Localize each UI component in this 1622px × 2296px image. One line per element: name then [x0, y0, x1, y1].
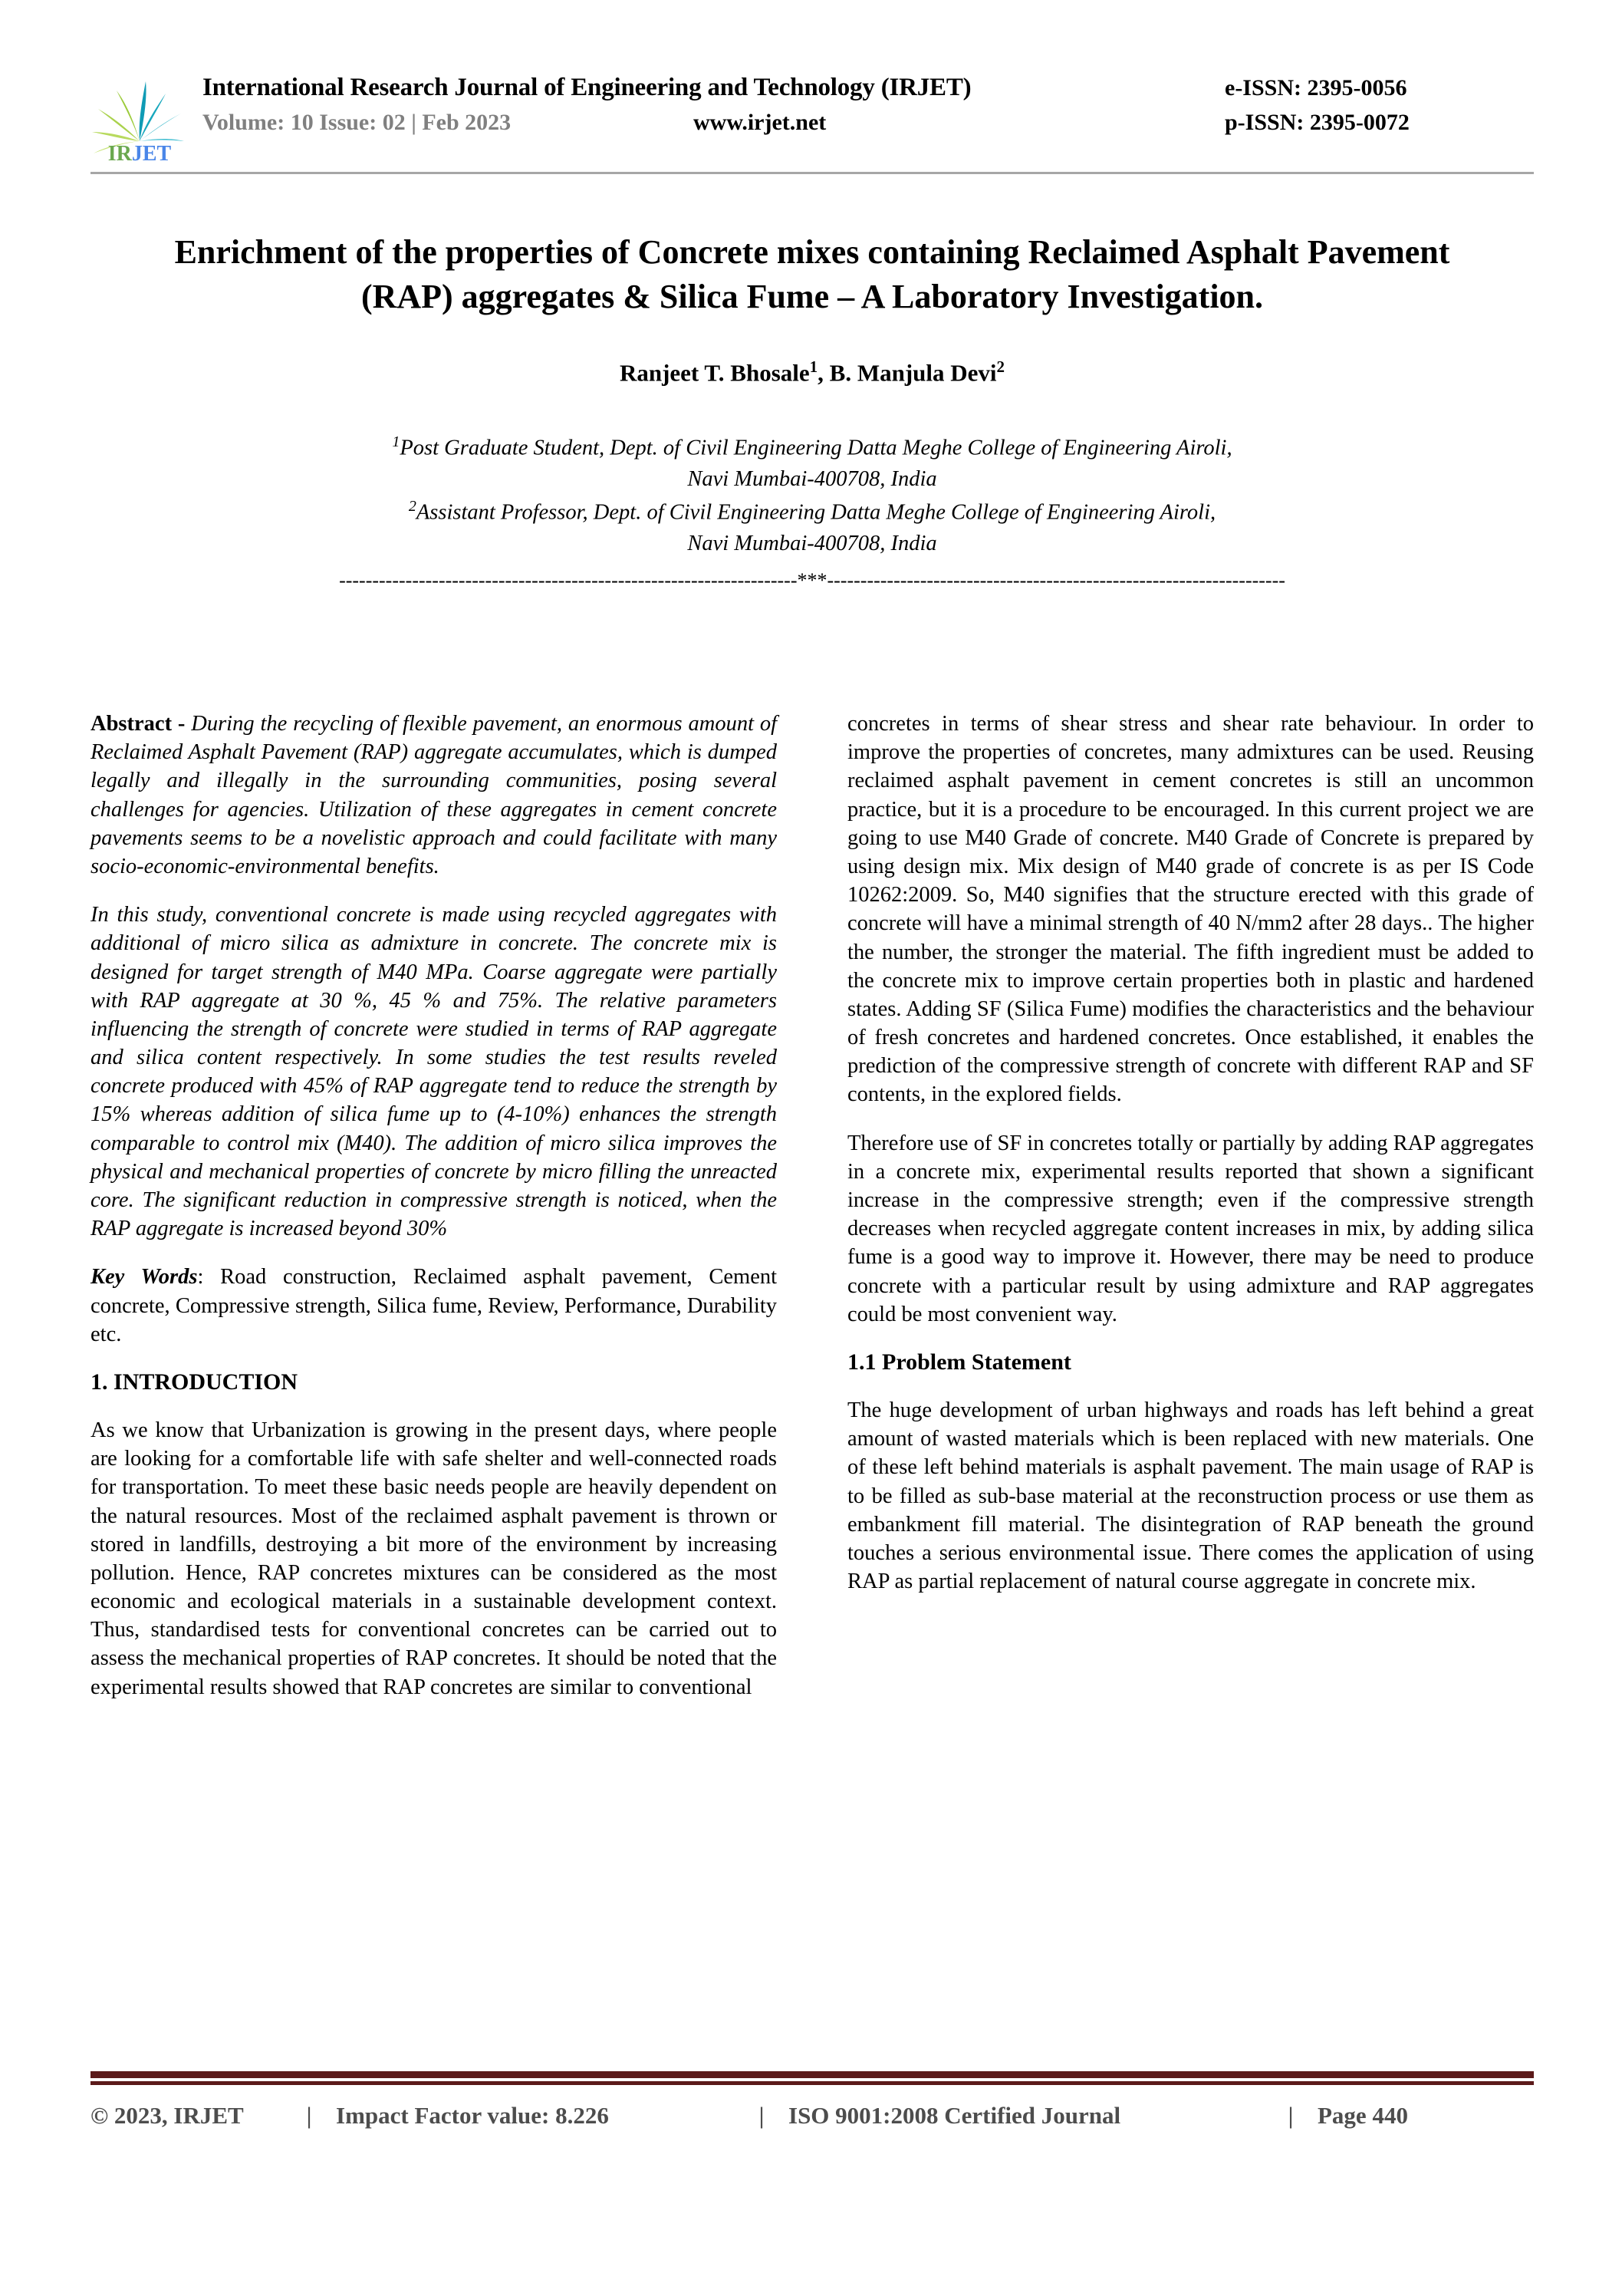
- subsection-heading-problem-statement: 1.1 Problem Statement: [847, 1349, 1071, 1375]
- footer-divider-thick: [90, 2071, 1534, 2078]
- eissn-label: e-ISSN: 2395-0056: [1225, 75, 1407, 100]
- abstract-paragraph-two: In this study, conventional concrete is made using recycled aggregates with additional of micro silica as admixture in concrete. The concrete mix is designed for target strength of M40 MPa. Coarse aggregate were partially with RAP aggregate at 30 %, 45 % and 75%. The relative parameters influencing the strength of concrete were studied in terms of RAP aggregate and silica content respectively. In some studies the test results reveled concrete produced with 45% of RAP aggregate tend to reduce the strength by 15% whereas addition of silica fume up to (4-10%) enhances the strength comparable to control mix (M40). The addition of micro silica improves the physical and mechanical properties of concrete by micro filling the unreacted core. The significant reduction in compressive strength is noticed, when the RAP aggregate is increased beyond 30%: [90, 903, 777, 1241]
- left-column: [90, 710, 777, 1721]
- pissn-label: p-ISSN: 2395-0072: [1225, 110, 1410, 135]
- svg-text:IRJET: IRJET: [107, 142, 172, 166]
- right-column: [847, 710, 1534, 1721]
- affiliation-block: [90, 431, 1534, 559]
- author-one-name: Ranjeet T. Bhosale: [619, 359, 810, 387]
- footer-separator-two: |: [758, 2102, 765, 2129]
- footer-iso-certification: ISO 9001:2008 Certified Journal: [788, 2102, 1121, 2129]
- abstract-text-one: During the recycling of flexible pavement, an enormous amount of Reclaimed Asphalt Pavement (RAP) aggregate accumulates, which is dumped legally and illegally in the surrounding communities, posing several challenges for agencies. Utilization of these aggregates in cement concrete pavements seems to be a novelistic approach and could facilitate with many socio-economic-environmental benefits.: [90, 712, 778, 878]
- right-paragraph-one: concretes in terms of shear stress and shear rate behaviour. In order to improve the properties of concretes, many admixtures can be used. Reusing reclaimed asphalt pavement in cement concretes is still an uncommon practice, but it is a procedure to be encouraged. In this current project we are going to use M40 Grade of concrete. M40 Grade of Concrete is prepared by using design mix. Mix design of M40 grade of concrete is as per IS Code 10262:2009. So, M40 signifies that the structure erected with this grade of concrete will have a minimal strength of 40 N/mm2 after 28 days.. The higher the number, the stronger the material. The fifth ingredient must be added to the concrete mix to improve certain properties both in plastic and hardened states. Adding SF (Silica Fume) modifies the characteristics and the behaviour of fresh concretes and hardened concretes. Once established, it enables the prediction of the compressive strength of concrete with different RAP and SF contents, in the explored fields.: [847, 712, 1534, 1107]
- keywords-label: Key Words: [90, 1265, 198, 1290]
- irjet-logo-icon: [90, 68, 189, 166]
- abstract-paragraph-one: [90, 710, 777, 881]
- footer-separator-one: |: [306, 2102, 312, 2129]
- author-two-name: , B. Manjula Devi: [818, 359, 997, 387]
- page-footer: [90, 2071, 1534, 2130]
- footer-separator-three: |: [1288, 2102, 1294, 2129]
- irjet-logo: [90, 68, 189, 166]
- journal-title: International Research Journal of Engineering and Technology (IRJET): [202, 74, 972, 101]
- affiliation-two-line-one: [90, 496, 1534, 529]
- affiliation-two-line-two: Navi Mumbai-400708, India: [687, 531, 937, 555]
- problem-statement-paragraph: The huge development of urban highways and roads has left behind a great amount of wasted materials which is been replaced with new materials. One of these left behind materials is asphalt pavement. The main usage of RAP is to be filled as sub-base material at the reconstruction process or use them as embankment fill material. The disintegration of RAP beneath the ground touches a serious environmental issue. There comes the application of using RAP as partial replacement of natural course aggregate in concrete mix.: [847, 1398, 1534, 1594]
- footer-divider-thin: [90, 2081, 1534, 2085]
- page-title: Enrichment of the properties of Concrete mixes containing Reclaimed Asphalt Pavement (RAP) aggregates & Silica Fume – A Laboratory Investigation.: [174, 233, 1450, 316]
- section-separator: ---------------------------------------------------------------------***---------------------------------------------------------------------: [339, 570, 1285, 592]
- affiliation-one-line-two: Navi Mumbai-400708, India: [687, 467, 937, 492]
- page-header: [90, 68, 1534, 183]
- title-block: [90, 230, 1534, 592]
- footer-text-row: [90, 2102, 1534, 2130]
- abstract-label: Abstract -: [90, 712, 186, 736]
- author-list: [90, 357, 1534, 387]
- footer-copyright: © 2023, IRJET: [90, 2102, 244, 2129]
- journal-website-link[interactable]: www.irjet.net: [693, 110, 827, 135]
- header-divider: [90, 172, 1534, 174]
- affiliation-two-text: Assistant Professor, Dept. of Civil Engineering Datta Meghe College of Engineering Airoli,: [416, 500, 1216, 525]
- affiliation-one-text: Post Graduate Student, Dept. of Civil Engineering Datta Meghe College of Engineering Airoli,: [400, 436, 1232, 460]
- author-one-superscript: 1: [809, 357, 818, 377]
- affiliation-one-superscript: 1: [392, 433, 400, 451]
- body-columns: [90, 710, 1534, 1721]
- keywords-text: : Road construction, Reclaimed asphalt pavement, Cement concrete, Compressive strength, Silica fume, Review, Performance, Durability etc.: [90, 1265, 778, 1346]
- keywords-paragraph: [90, 1263, 777, 1349]
- affiliation-two-superscript: 2: [408, 497, 416, 515]
- section-heading-introduction: 1. INTRODUCTION: [90, 1369, 298, 1395]
- introduction-paragraph-one: As we know that Urbanization is growing in the present days, where people are looking for a comfortable life with safe shelter and well-connected roads for transportation. To meet these basic needs people are heavily dependent on the natural resources. Most of the reclaimed asphalt pavement is thrown or stored in landfills, destroying a bit more of the environment by increasing pollution. Hence, RAP concretes mixtures can be considered as the most economic and ecological materials in a sustainable development context. Thus, standardised tests for conventional concretes can be carried out to assess the mechanical properties of RAP concretes. It should be noted that the experimental results showed that RAP concretes are similar to conventional: [90, 1418, 777, 1699]
- right-paragraph-two: Therefore use of SF in concretes totally or partially by adding RAP aggregates in a concrete mix, experimental results reported that shown a significant increase in the compressive strength; even if the compressive strength decreases when recycled aggregate content increases in mix, by adding silica fume is a good way to improve it. However, there may be need to produce concrete with a particular result by using admixture and RAP aggregates could be most convenient way.: [847, 1131, 1534, 1326]
- volume-issue-label: Volume: 10 Issue: 02 | Feb 2023: [202, 110, 512, 135]
- footer-page-number: Page 440: [1318, 2102, 1408, 2129]
- affiliation-one-line-one: [90, 431, 1534, 464]
- author-two-superscript: 2: [996, 357, 1005, 377]
- footer-impact-factor: Impact Factor value: 8.226: [336, 2102, 609, 2129]
